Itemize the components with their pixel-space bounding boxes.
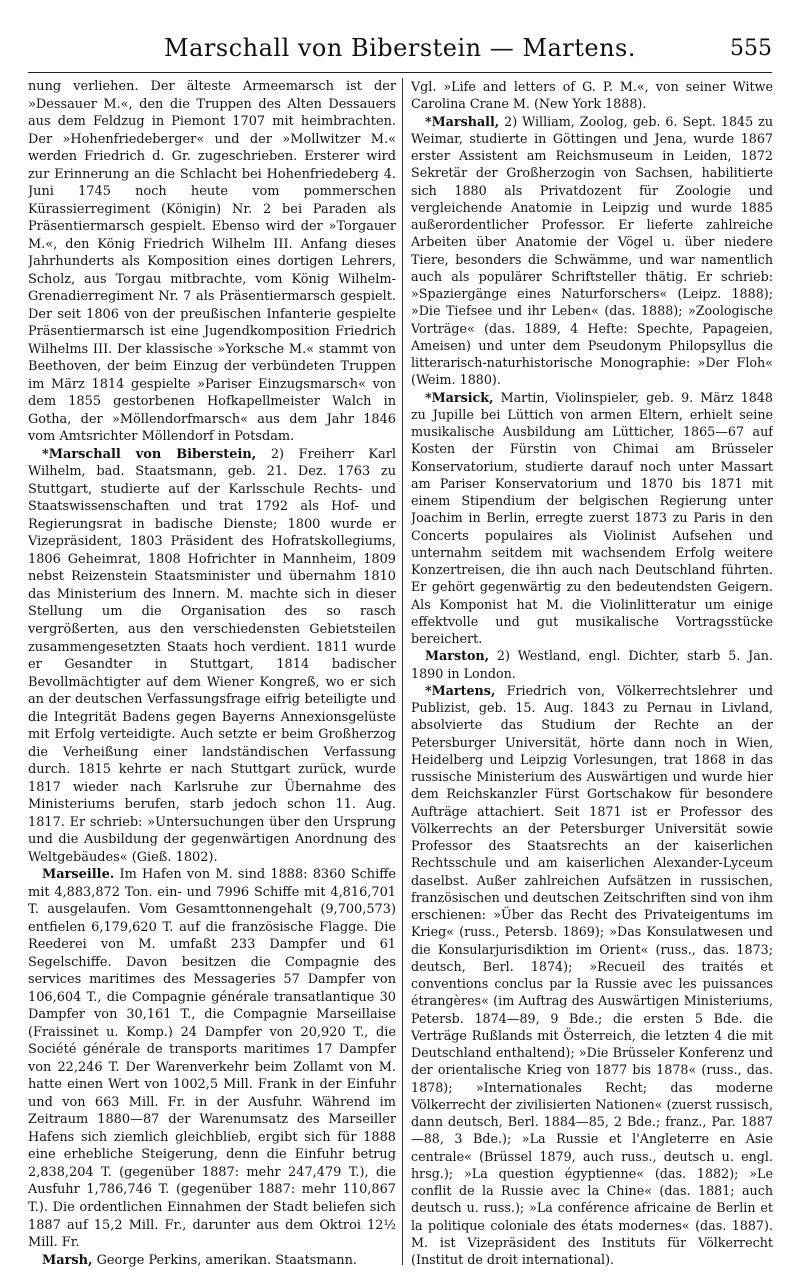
running-title: Marschall von Biberstein — Martens. <box>164 34 636 62</box>
entry-marseille <box>28 866 396 1251</box>
entry-headword: *Martens, <box>425 682 496 698</box>
entry-marsick <box>411 389 773 648</box>
entry-text: 2) William, Zoolog, geb. 6. Sept. 1845 zu Weimar, studierte in Göttingen und Jena, wurde 1867 erster Assistent am Reichsmuseum in Leiden, 1872 Sekretär der Großherzogin von Sachsen, habilitierte sich 1880 als Privatdozent für Zoologie und vergleichende Anatomie in Leipzig und wurde 1885 außerordentlicher Professor. Er lieferte zahlreiche Arbeiten über Anatomie der Vögel u. über niedere Tiere, besonders die Schwämme, und war namentlich auch als populärer Schriftsteller thätig. Er schrieb: »Spaziergänge eines Naturforschers« (Leipz. 1888); »Die Tiefsee und ihr Leben« (das. 1888); »Zoologische Vorträge« (das. 1889, 4 Hefte: Spechte, Papageien, Ameisen) und unter dem Pseudonym Philopsyllus die litterarisch-naturhistorische Monographie: »Der Floh« (Weim. 1880). <box>411 113 773 388</box>
entry-text: Im Hafen von M. sind 1888: 8360 Schiffe mit 4,883,872 Ton. ein- und 7996 Schiffe mit 4,816,701 T. ausgelaufen. Vom Gesamttonnengehalt (9,700,573) entfielen 6,179,620 T. auf die französische Flagge. Die Reederei von M. umfaßt 233 Dampfer und 61 Segelschiffe. Davon besitzen die Compagnie des services maritimes des Messageries 57 Dampfer von 106,604 T., die Compagnie générale transatlantique 30 Dampfer von 30,161 T., die Compagnie Marseillaise (Fraissinet u. Komp.) 24 Dampfer von 20,920 T., die Société générale de transports maritimes 17 Dampfer von 22,246 T. Der Warenverkehr beim Zollamt von M. hatte einen Wert von 1002,5 Mill. Frank in der Einfuhr und von 663 Mill. Fr. in der Ausfuhr. Während im Zeitraum 1880—87 der Warenumsatz des Marseiller Hafens sich ziemlich gleichblieb, ergibt sich für 1888 eine erhebliche Steigerung, denn die Einfuhr betrug 2,838,204 T. (gegenüber 1887: mehr 247,479 T.), die Ausfuhr 1,786,746 T. (gegenüber 1887: mehr 110,867 T.). Die ordentlichen Einnahmen der Stadt beliefen sich 1887 auf 15,2 Mill. Fr., darunter aus dem Oktroi 12½ Mill. Fr. <box>28 867 396 1251</box>
page-number: 555 <box>730 36 772 61</box>
entry-headword: *Marschall von Biberstein, <box>42 446 257 462</box>
entry-headword: Marseille. <box>42 867 115 883</box>
entry-text: Vgl. »Life and letters of G. P. M.«, von seiner Witwe Carolina Crane M. (New York 1888). <box>411 79 773 112</box>
entry-text: 2) Freiherr Karl Wilhelm, bad. Staatsmann, geb. 21. Dez. 1763 zu Stuttgart, studierte auf der Karlsschule Rechts- und Staatswissenschaften und trat 1792 als Hof- und Regierungsrat in badische Dienste; 1800 wurde er Vizepräsident, 1803 Präsident des Hofratskollegiums, 1806 Geheimrat, 1808 Hofrichter in Mannheim, 1809 nebst Reizenstein Staatsminister und übernahm 1810 das Ministerium des Innern. M. machte sich in dieser Stellung um die Organisation des so rasch vergrößerten, aus den verschiedensten Gebietsteilen zusammengesetzten Staats hoch verdient. 1811 wurde er Gesandter in Stuttgart, 1814 badischer Bevollmächtigter auf dem Wiener Kongreß, wo er sich an der deutschen Verfassungsfrage eifrig beteiligte und die Integrität Badens gegen Bayerns Annexionsgelüste mit Erfolg verteidigte. Auch setzte er beim Großherzog die Verheißung einer landständischen Verfassung durch. 1815 kehrte er nach Stuttgart zurück, wurde 1817 wieder nach Karlsruhe zur Übernahme des Ministeriums berufen, starb jedoch schon 11. Aug. 1817. Er schrieb: »Untersuchungen über den Ursprung und die Ausbildung der gegenwärtigen Anordnung des Weltgebäudes« (Gieß. 1802). <box>28 446 396 865</box>
entry-marston <box>411 647 773 682</box>
entry-marshall <box>411 113 773 389</box>
entry-text: Friedrich von, Völkerrechtslehrer und Publizist, geb. 15. Aug. 1843 zu Pernau in Livland, absolvierte das Studium der Rechte an der Petersburger Universität, hörte dann noch in Wien, Heidelberg und Leipzig Vorlesungen, trat 1868 in das russische Ministerium des Auswärtigen und wurde hier dem Reichskanzler Fürst Gortschakow für besondere Aufträge attachiert. Seit 1871 ist er Professor des Völkerrechts an der Petersburger Universität sowie Professor des Staatsrechts an der kaiserlichen Rechtsschule und am kaiserlichen Alexander-Lyceum daselbst. Außer zahlreichen Aufsätzen in russischen, französischen und deutschen Zeitschriften sind von ihm erschienen: »Über das Recht des Privateigentums im Krieg« (russ., Petersb. 1869); »Das Konsulatwesen und die Konsularjurisdiktion im Orient« (russ., das. 1873; deutsch, Berl. 1874); »Recueil des traités et conventions conclus par la Russie avec les puissances étrangères« (im Auftrag des Auswärtigen Ministeriums, Petersb. 1874—89, 9 Bde.; die ersten 5 Bde. die Verträge Rußlands mit Österreich, die letzten 4 die mit Deutschland enthaltend); »Die Brüsseler Konferenz und der orientalische Krieg von 1877 bis 1878« (russ., das. 1878); »Internationales Recht; das moderne Völkerrecht der zivilisierten Nationen« (zuerst russisch, dann deutsch, Berl. 1884—85, 2 Bde.; franz., Par. 1887—88, 3 Bde.); »La Russie et l'Angleterre en Asie centrale« (Brüssel 1879, auch russ., deutsch u. engl. hrsg.); »La question égyptienne« (das. 1882); »Le conflit de la Russie avec la Chine« (das. 1881; auch deutsch u. russ.); »La conférence africaine de Berlin et la politique coloniale des états modernes« (das. 1887). M. ist Vizepräsident des Instituts für Völkerrecht (Institut de droit international). <box>411 682 773 1267</box>
entry-text: George Perkins, amerikan. Staatsmann. <box>92 1252 357 1268</box>
entry-marschall-von-biberstein <box>28 446 396 866</box>
entry-martens <box>411 682 773 1269</box>
right-column <box>411 78 773 1269</box>
entry-text: nung verliehen. Der älteste Armeemarsch ist der »Dessauer M.«, den die Truppen des Alten Dessauers aus dem Feldzug in Piemont 1707 mit heimbrachten. Der »Hohenfriedeberger« und der »Mollwitzer M.« werden Friedrich d. Gr. zugeschrieben. Ersterer wird zur Erinnerung an die Schlacht bei Hohenfriedeberg 4. Juni 1745 noch heute vom pommerschen Kürassierregiment (Königin) Nr. 2 bei Paraden als Präsentiermarsch gespielt. Ebenso wird der »Torgauer M.«, den König Friedrich Wilhelm III. Anfang dieses Jahrhunderts als Komposition eines dortigen Lehrers, Scholz, aus Torgau mitbrachte, vom König Wilhelm-Grenadierregiment Nr. 7 als Präsentiermarsch gespielt. Der seit 1806 von der preußischen Infanterie gespielte Präsentiermarsch ist eine Jugendkomposition Friedrich Wilhelms III. Der klassische »Yorksche M.« stammt von Beethoven, der beim Einzug der verbündeten Truppen im März 1814 gespielte »Pariser Einzugsmarsch« von dem 1855 gestorbenen Hofkapellmeister Walch in Gotha, der »Möllendorfmarsch« aus dem Jahr 1846 vom Amtsrichter Möllendorf in Potsdam. <box>28 79 396 445</box>
entry-headword: *Marsick, <box>425 389 494 405</box>
left-column <box>28 78 396 1269</box>
header-rule <box>28 72 772 73</box>
entry-text: 2) Westland, engl. Dichter, starb 5. Jan. 1890 in London. <box>411 648 773 681</box>
column-divider <box>402 78 403 1265</box>
entry-headword: Marsh, <box>42 1252 93 1268</box>
entry-marsh <box>28 1252 396 1269</box>
entry-continuation <box>411 78 773 113</box>
entry-headword: Marston, <box>425 648 490 664</box>
page-header <box>28 30 772 70</box>
entry-headword: *Marshall, <box>425 113 500 129</box>
entry-text: Martin, Violinspieler, geb. 9. März 1848 zu Jupille bei Lüttich von armen Eltern, erhielt seine musikalische Ausbildung am Lütticher, 1865—67 auf Kosten der Fürstin von Chimai am Brüsseler Konservatorium, studierte darauf noch unter Massart am Pariser Konservatorium und 1870 bis 1871 mit einem Stipendium der belgischen Regierung unter Joachim in Berlin, erregte zuerst 1873 zu Paris in den Concerts populaires als Violinist Aufsehen und unternahm seitdem mit wachsendem Erfolg weitere Konzertreisen, die ihn auch nach Deutschland führten. Er gehört gegenwärtig zu den bedeutendsten Geigern. Als Komponist hat M. die Violinlitteratur um einige effektvolle und gut musikalische Vortragsstücke bereichert. <box>411 389 773 646</box>
entry-continuation <box>28 78 396 446</box>
